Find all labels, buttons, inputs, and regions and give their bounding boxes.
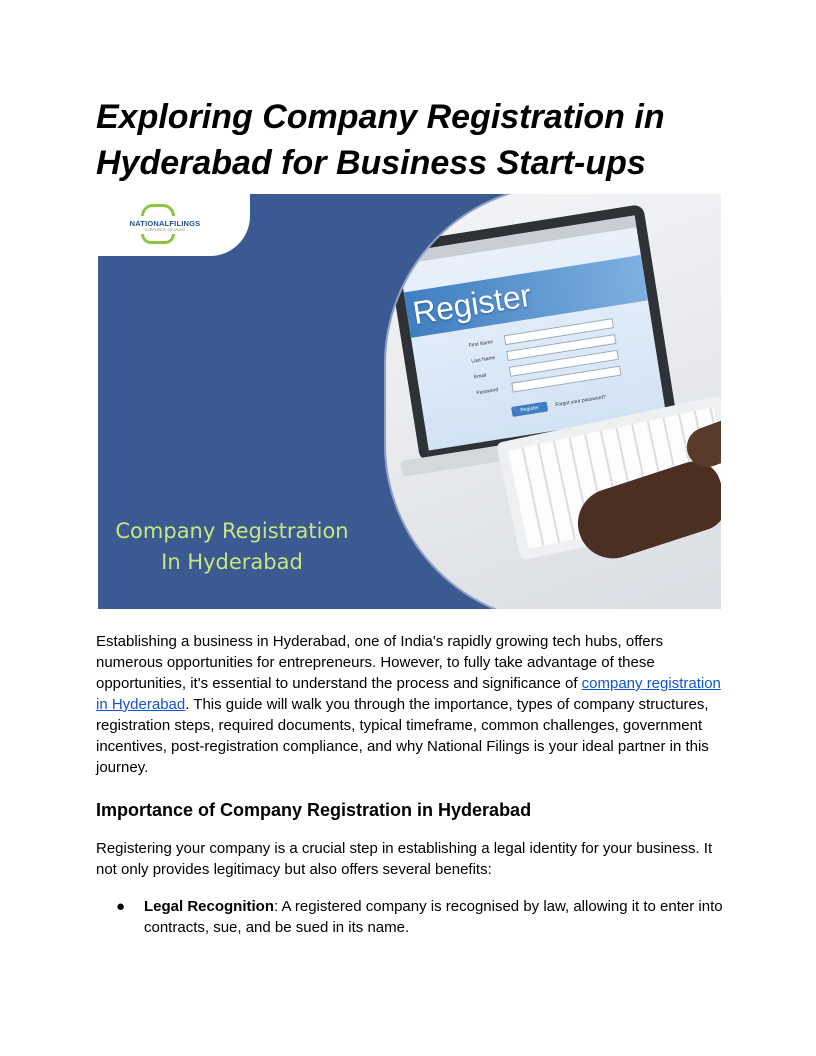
intro-text-after-link: . This guide will walk you through the importance, types of company structures, registration steps, required documents, typical timeframe, common challenges, government incentives, post-registration compliance, and why National Filings is your ideal partner in this journey. — [96, 696, 709, 776]
company-registration-link[interactable]: company registration in Hyderabad — [96, 675, 721, 713]
section-heading-importance: Importance of Company Registration in Hyderabad — [96, 800, 532, 820]
screen-forgot-link: Forgot your password? — [554, 394, 607, 409]
logo-tagline: CORPORATE ADVISORS — [144, 228, 186, 232]
screen-register-button: Register — [511, 401, 548, 417]
banner-image — [98, 194, 721, 609]
document-title: Exploring Company Registration in Hyderabad for Business Start-ups — [96, 98, 665, 182]
intro-paragraph — [96, 631, 726, 778]
banner-caption — [98, 516, 366, 578]
laptop-photo — [384, 194, 721, 609]
benefits-list — [96, 896, 726, 938]
browser-bar — [398, 215, 637, 264]
bullet-icon: ● — [116, 898, 126, 915]
form-label-first-name: First Name — [468, 339, 494, 349]
banner-caption-line1: Company Registration — [115, 519, 349, 543]
screen-register-heading: Register — [410, 276, 534, 332]
logo-swoosh-bottom-icon — [141, 234, 175, 244]
banner-caption-line2: In Hyderabad — [161, 550, 303, 574]
importance-paragraph: Registering your company is a crucial step in establishing a legal identity for your business. It not only provides legitimacy but also offers several benefits: — [96, 840, 713, 878]
intro-text-before-link: Establishing a business in Hyderabad, one of India's rapidly growing tech hubs, offers numerous opportunities for entrepreneurs. However, to fully take advantage of these opportunities, it's essential to understand the process and significance of — [96, 633, 664, 692]
form-label-email: Email — [473, 372, 487, 381]
logo — [98, 194, 250, 256]
form-label-last-name: Last Name — [471, 354, 496, 365]
bullet-text: : A registered company is recognised by law, allowing it to enter into contracts, sue, and be sued in its name. — [144, 898, 723, 936]
logo-text: NATIONALFILINGS — [129, 219, 201, 228]
logo-swoosh-top-icon — [141, 204, 175, 216]
bullet-term: Legal Recognition — [144, 898, 275, 915]
form-label-password: Password — [476, 386, 499, 397]
list-item — [96, 896, 726, 938]
